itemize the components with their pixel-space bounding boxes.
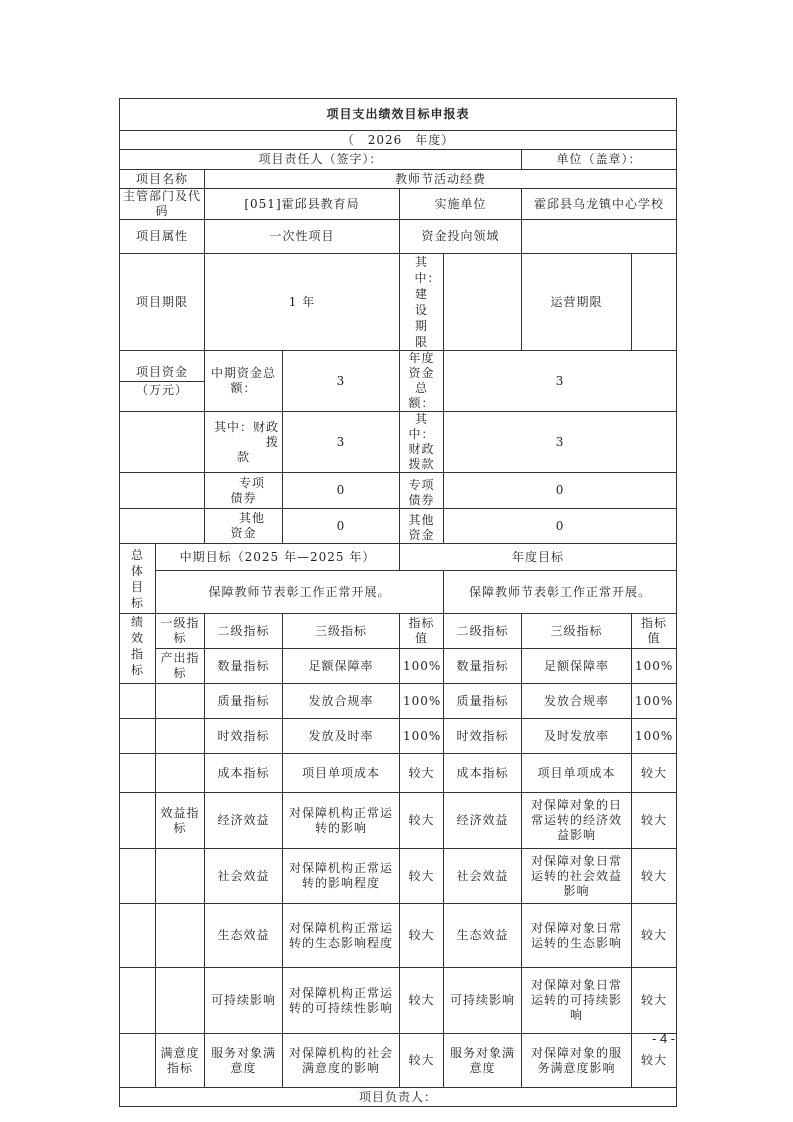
table-row bbox=[120, 904, 677, 968]
row-annual-value: 较大 bbox=[632, 904, 677, 968]
row-annual-level3: 对保障对象日常运转的社会效益影响 bbox=[522, 849, 632, 904]
annual-total-label: 年度资金总额： bbox=[400, 351, 444, 412]
row-value: 100% bbox=[400, 719, 444, 754]
row-annual-level2: 可持续影响 bbox=[444, 968, 522, 1034]
project-attr-value: 一次性项目 bbox=[205, 220, 400, 254]
group-level1: 效益指标 bbox=[156, 793, 205, 849]
dept-value: [051]霍邱县教育局 bbox=[205, 189, 400, 220]
row-annual-level2: 社会效益 bbox=[444, 849, 522, 904]
row-value: 较大 bbox=[400, 754, 444, 793]
row-level3: 对保障机构正常运转的可持续性影响 bbox=[283, 968, 400, 1034]
table-row bbox=[120, 793, 677, 849]
mid-total-label: 中期资金总额： bbox=[205, 351, 283, 412]
row-level3: 发放合规率 bbox=[283, 684, 400, 719]
annual-fiscal-label: 其中： 财政拨款 bbox=[400, 412, 444, 473]
group-level1: 产出指标 bbox=[156, 649, 205, 684]
header-value: 指标值 bbox=[400, 614, 444, 649]
row-level2: 时效指标 bbox=[205, 719, 283, 754]
mid-other-value: 0 bbox=[283, 509, 400, 544]
op-period-value bbox=[632, 254, 677, 351]
mid-fiscal-label: 其中：财政拨 款 bbox=[205, 412, 283, 473]
row-annual-level2: 成本指标 bbox=[444, 754, 522, 793]
period-label: 项目期限 bbox=[120, 254, 205, 351]
perf-indicator-label: 绩效指标 bbox=[120, 614, 156, 684]
empty-cell bbox=[156, 684, 205, 719]
table-row bbox=[120, 684, 677, 719]
row-annual-value: 较大 bbox=[632, 849, 677, 904]
table-row bbox=[120, 719, 677, 754]
empty-cell bbox=[120, 849, 156, 904]
empty-cell bbox=[156, 849, 205, 904]
row-annual-value: 100% bbox=[632, 684, 677, 719]
project-attr-label: 项目属性 bbox=[120, 220, 205, 254]
row-level3: 对保障机构正常运转的生态影响程度 bbox=[283, 904, 400, 968]
row-annual-level2: 数量指标 bbox=[444, 649, 522, 684]
annual-goal-text: 保障教师节表彰工作正常开展。 bbox=[444, 571, 677, 614]
empty-cell bbox=[120, 684, 156, 719]
table-row bbox=[120, 968, 677, 1034]
row-annual-level2: 经济效益 bbox=[444, 793, 522, 849]
mid-bond-value: 0 bbox=[283, 473, 400, 509]
row-value: 较大 bbox=[400, 1034, 444, 1088]
empty-cell bbox=[156, 754, 205, 793]
row-annual-value: 较大 bbox=[632, 793, 677, 849]
blank-cell bbox=[120, 509, 205, 544]
row-annual-level3: 对保障对象的日常运转的经济效益影响 bbox=[522, 793, 632, 849]
row-value: 较大 bbox=[400, 904, 444, 968]
op-period-label: 运营期限 bbox=[522, 254, 632, 351]
row-annual-value: 较大 bbox=[632, 968, 677, 1034]
mid-fiscal-value: 3 bbox=[283, 412, 400, 473]
mid-total-value: 3 bbox=[283, 351, 400, 412]
build-period-value bbox=[444, 254, 522, 351]
unit-seal-field[interactable]: 单位（盖章）： bbox=[522, 150, 677, 170]
header-annual-level2: 二级指标 bbox=[444, 614, 522, 649]
table-row bbox=[120, 754, 677, 793]
row-annual-value: 100% bbox=[632, 649, 677, 684]
funds-label-line2: （万元） bbox=[135, 383, 188, 397]
row-value: 100% bbox=[400, 684, 444, 719]
table-row bbox=[120, 849, 677, 904]
row-level3: 项目单项成本 bbox=[283, 754, 400, 793]
blank-cell bbox=[120, 412, 205, 473]
page-number: - 4 - bbox=[652, 1031, 676, 1046]
row-annual-level2: 时效指标 bbox=[444, 719, 522, 754]
row-annual-level3: 对保障对象的服务满意度影响 bbox=[522, 1034, 632, 1088]
row-level2: 生态效益 bbox=[205, 904, 283, 968]
row-annual-value: 较大 bbox=[632, 1034, 677, 1088]
row-level2: 成本指标 bbox=[205, 754, 283, 793]
overall-goal-label: 总体目标 bbox=[120, 544, 156, 614]
impl-unit-label: 实施单位 bbox=[400, 189, 522, 220]
row-level3: 对保障机构正常运转的影响程度 bbox=[283, 849, 400, 904]
funds-label bbox=[120, 351, 205, 412]
empty-cell bbox=[120, 719, 156, 754]
row-annual-level3: 及时发放率 bbox=[522, 719, 632, 754]
fund-direction-label: 资金投向领域 bbox=[400, 220, 522, 254]
header-level2: 二级指标 bbox=[205, 614, 283, 649]
row-value: 较大 bbox=[400, 849, 444, 904]
form-title: 项目支出绩效目标申报表 bbox=[120, 99, 677, 131]
table-row bbox=[120, 1034, 677, 1088]
row-level2: 质量指标 bbox=[205, 684, 283, 719]
row-level3: 发放及时率 bbox=[283, 719, 400, 754]
empty-cell bbox=[156, 904, 205, 968]
annual-fiscal-value: 3 bbox=[444, 412, 677, 473]
project-name-value: 教师节活动经费 bbox=[205, 170, 677, 189]
empty-cell bbox=[156, 968, 205, 1034]
mid-bond-label: 专项 债券 bbox=[205, 473, 283, 509]
empty-cell bbox=[156, 719, 205, 754]
funds-label-line1: 项目资金 bbox=[120, 364, 204, 382]
row-annual-level3: 对保障对象日常运转的生态影响 bbox=[522, 904, 632, 968]
group-level1: 满意度指标 bbox=[156, 1034, 205, 1088]
annual-other-label: 其他资金 bbox=[400, 509, 444, 544]
mid-goal-header: 中期目标（2025 年—2025 年） bbox=[156, 544, 400, 571]
period-value: 1 年 bbox=[205, 254, 400, 351]
mid-other-label: 其他 资金 bbox=[205, 509, 283, 544]
header-annual-value: 指标值 bbox=[632, 614, 677, 649]
empty-cell bbox=[120, 1034, 156, 1088]
header-level3: 三级指标 bbox=[283, 614, 400, 649]
row-level2: 服务对象满意度 bbox=[205, 1034, 283, 1088]
row-annual-level3: 项目单项成本 bbox=[522, 754, 632, 793]
row-level2: 数量指标 bbox=[205, 649, 283, 684]
empty-cell bbox=[120, 793, 156, 849]
row-annual-level3: 发放合规率 bbox=[522, 684, 632, 719]
row-level3: 对保障机构正常运转的影响 bbox=[283, 793, 400, 849]
annual-goal-header: 年度目标 bbox=[400, 544, 677, 571]
annual-bond-value: 0 bbox=[444, 473, 677, 509]
row-annual-value: 较大 bbox=[632, 754, 677, 793]
annual-bond-label: 专项债券 bbox=[400, 473, 444, 509]
row-annual-level3: 足额保障率 bbox=[522, 649, 632, 684]
row-value: 较大 bbox=[400, 793, 444, 849]
row-annual-level3: 对保障对象日常运转的可持续影响 bbox=[522, 968, 632, 1034]
row-annual-value: 100% bbox=[632, 719, 677, 754]
row-value: 较大 bbox=[400, 968, 444, 1034]
build-period-label: 其中：建设期限 bbox=[400, 254, 444, 351]
row-level3: 对保障机构的社会满意度的影响 bbox=[283, 1034, 400, 1088]
empty-cell bbox=[120, 904, 156, 968]
row-annual-level2: 质量指标 bbox=[444, 684, 522, 719]
row-level2: 经济效益 bbox=[205, 793, 283, 849]
project-name-label: 项目名称 bbox=[120, 170, 205, 189]
empty-cell bbox=[120, 754, 156, 793]
blank-cell bbox=[120, 473, 205, 509]
row-annual-level2: 服务对象满意度 bbox=[444, 1034, 522, 1088]
year-line: （ 2026 年度） bbox=[120, 131, 677, 150]
performance-target-form bbox=[119, 98, 677, 1107]
empty-cell bbox=[120, 968, 156, 1034]
header-level1: 一级指标 bbox=[156, 614, 205, 649]
row-value: 100% bbox=[400, 649, 444, 684]
dept-label: 主管部门及代码 bbox=[120, 189, 205, 220]
row-annual-level2: 生态效益 bbox=[444, 904, 522, 968]
impl-unit-value: 霍邱县乌龙镇中心学校 bbox=[522, 189, 677, 220]
row-level2: 社会效益 bbox=[205, 849, 283, 904]
row-level2: 可持续影响 bbox=[205, 968, 283, 1034]
annual-other-value: 0 bbox=[444, 509, 677, 544]
row-level3: 足额保障率 bbox=[283, 649, 400, 684]
annual-total-value: 3 bbox=[444, 351, 677, 412]
fund-direction-value bbox=[522, 220, 677, 254]
header-annual-level3: 三级指标 bbox=[522, 614, 632, 649]
project-leader-field[interactable]: 项目负责人： bbox=[120, 1088, 677, 1107]
mid-goal-text: 保障教师节表彰工作正常开展。 bbox=[156, 571, 444, 614]
responsible-sign-field[interactable]: 项目责任人（签字）： bbox=[120, 150, 522, 170]
